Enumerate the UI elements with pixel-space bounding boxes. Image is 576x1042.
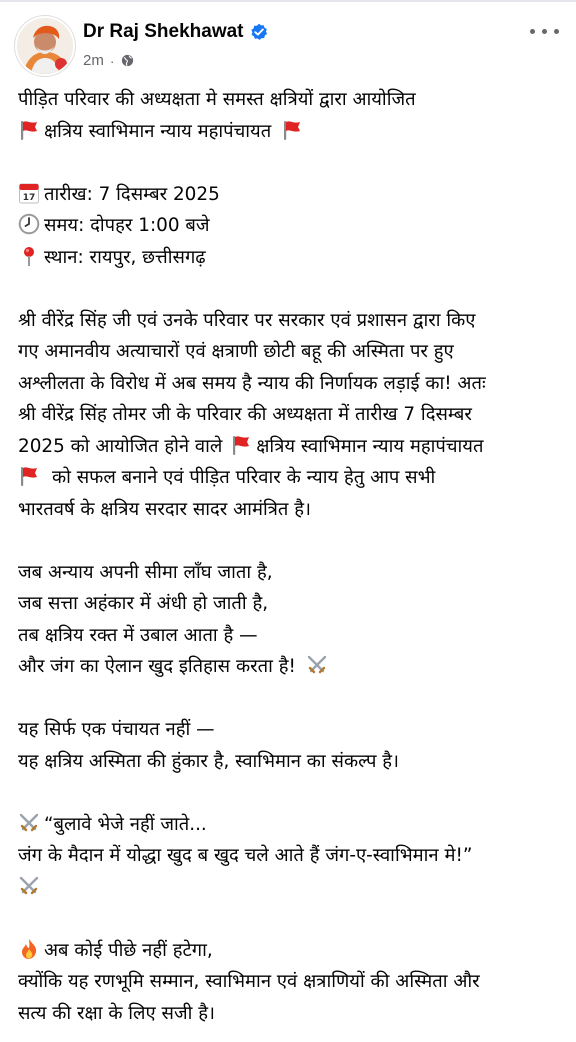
text-line: गए अमानवीय अत्याचारों एवं क्षत्राणी छोटी बहू की अस्मिता पर हुए xyxy=(18,341,454,362)
text-line: श्री वीरेंद्र सिंह जी एवं उनके परिवार पर सरकार एवं प्रशासन द्वारा किए xyxy=(18,309,476,331)
text-fragment: “बुलावे भेजे नहीं जाते... xyxy=(44,813,207,835)
event-title: क्षत्रिय स्वाभिमान न्याय महापंचायत xyxy=(44,120,272,142)
text-line: जब सत्ता अहंकार में अंधी हो जाती है, xyxy=(18,593,269,614)
text-fragment: क्षत्रिय स्वाभिमान न्याय महापंचायत xyxy=(256,435,484,457)
text-line xyxy=(18,431,564,463)
globe-icon xyxy=(121,54,134,67)
place-line xyxy=(18,242,564,274)
text-fragment: अब कोई पीछे नहीं हटेगा, xyxy=(44,939,213,961)
text-line: जंग के मैदान में योद्धा खुद ब खुद चले आते हैं जंग-ए-स्वाभिमान मे!” xyxy=(18,845,473,866)
clock-icon xyxy=(18,213,40,235)
meta-separator: · xyxy=(109,52,115,69)
calendar-day: 17 xyxy=(22,192,36,203)
event-date: तारीख: 7 दिसम्बर 2025 xyxy=(44,183,220,205)
author-name[interactable]: Dr Raj Shekhawat xyxy=(83,21,244,42)
profile-photo xyxy=(17,18,73,74)
crossed-swords-icon xyxy=(306,654,328,676)
text-line: जब अन्याय अपनी सीमा लाँघ जाता है, xyxy=(18,561,273,583)
text-line: यह क्षत्रिय अस्मिता की हुंकार है, स्वाभिमान का संकल्प है। xyxy=(18,750,400,772)
avatar[interactable] xyxy=(15,16,75,76)
post-body xyxy=(18,84,564,1029)
text-line: भारतवर्ष के क्षत्रिय सरदार सादर आमंत्रित है। xyxy=(18,498,311,520)
text-line xyxy=(18,935,564,967)
fire-icon xyxy=(18,938,40,960)
text-line: सत्य की रक्षा के लिए सजी है। xyxy=(18,1002,215,1024)
text-line: श्री वीरेंद्र सिंह तोमर जी के परिवार की अध्यक्षता में तारीख 7 दिसम्बर xyxy=(18,404,472,425)
text-line: यह सिर्फ एक पंचायत नहीं — xyxy=(18,719,215,740)
text-fragment: को सफल बनाने एवं पीड़ित परिवार के न्याय हेतु आप सभी xyxy=(52,467,436,488)
text-line: अश्लीलता के विरोध में अब समय है न्याय की निर्णायक लड़ाई का! अतः xyxy=(18,372,486,394)
text-line: क्योंकि यह रणभूमि सम्मान, स्वाभिमान एवं क्षत्राणियों की अस्मिता और xyxy=(18,971,480,992)
text-line xyxy=(18,872,564,904)
text-line xyxy=(18,651,564,683)
text-line xyxy=(18,462,564,494)
red-flag-icon xyxy=(281,119,303,141)
top-divider xyxy=(0,0,576,2)
red-flag-icon xyxy=(18,119,40,141)
red-flag-icon xyxy=(230,434,252,456)
event-title-line xyxy=(18,116,564,148)
post-header xyxy=(0,10,576,76)
date-line xyxy=(18,179,564,211)
text-line xyxy=(18,809,564,841)
verified-badge-icon xyxy=(250,23,268,41)
text-line: तब क्षत्रिय रक्त में उबाल आता है — xyxy=(18,624,258,646)
author-row xyxy=(83,21,268,43)
crossed-swords-icon xyxy=(18,812,40,834)
red-flag-icon xyxy=(18,465,40,487)
crossed-swords-icon xyxy=(18,875,40,897)
calendar-icon xyxy=(18,182,40,204)
post-meta xyxy=(83,52,134,69)
event-place: स्थान: रायपुर, छत्तीसगढ़ xyxy=(44,246,206,268)
event-time: समय: दोपहर 1:00 बजे xyxy=(44,215,210,236)
pin-icon xyxy=(18,245,40,267)
time-line xyxy=(18,210,564,242)
post-time[interactable]: 2m xyxy=(83,52,104,69)
more-options-icon[interactable] xyxy=(530,22,560,42)
text-fragment: और जंग का ऐलान खुद इतिहास करता है! xyxy=(18,656,296,677)
text-fragment: 2025 को आयोजित होने वाले xyxy=(18,435,223,457)
text-line: पीड़ित परिवार की अध्यक्षता मे समस्त क्षत्रियों द्वारा आयोजित xyxy=(18,89,416,110)
